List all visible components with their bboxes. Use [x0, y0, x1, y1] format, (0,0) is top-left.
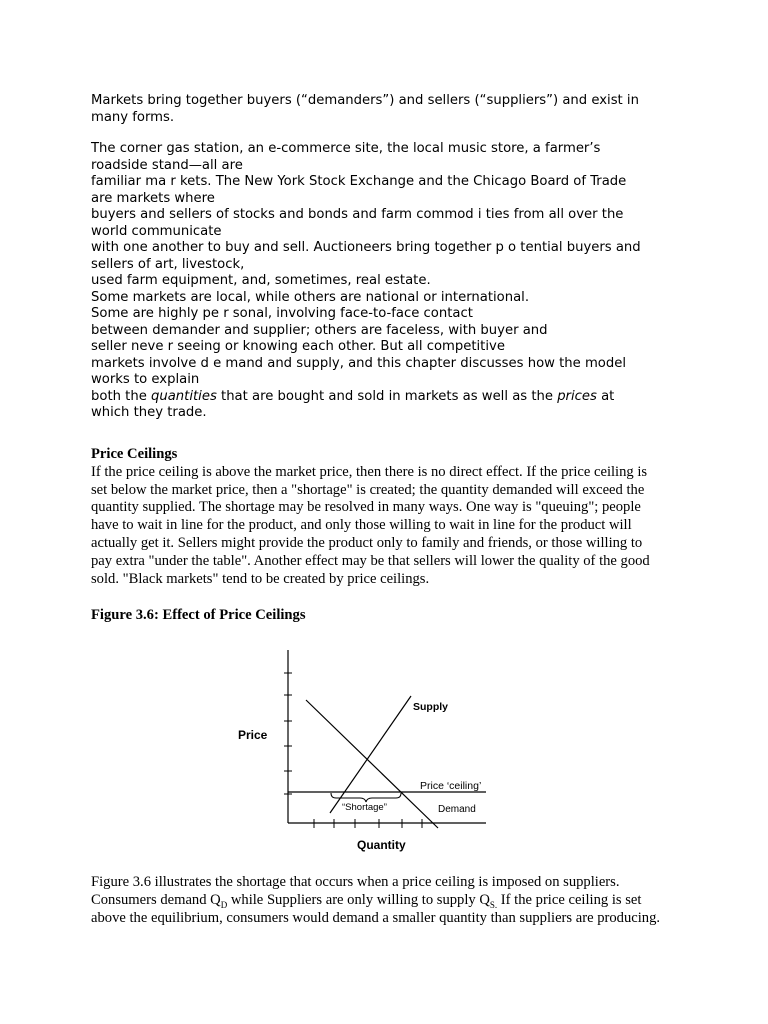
text-line: between demander and supplier; others are faceless, with buyer and	[91, 322, 548, 338]
text-line: Some markets are local, while others are national or international.	[91, 289, 530, 305]
emphasis-quantities: quantities	[151, 388, 217, 404]
text-segment: Consumers demand Q	[91, 891, 221, 908]
text-line: roadside stand—all are	[91, 157, 243, 173]
text-line: many forms.	[91, 109, 175, 125]
closing-paragraph	[91, 874, 711, 927]
text-line: used farm equipment, and, sometimes, real estate.	[91, 273, 431, 288]
text-line: which they trade.	[91, 405, 207, 420]
diagram-svg	[230, 642, 500, 857]
subscript-s: S.	[489, 899, 498, 910]
text-line: sold. "Black markets" tend to be created by price ceilings.	[91, 570, 430, 587]
text-line: world communicate	[91, 223, 222, 239]
supply-curve	[330, 696, 411, 813]
text-line: markets involve d e mand and supply, and this chapter discusses how the model	[91, 355, 627, 371]
text-line	[91, 892, 711, 910]
price-ceiling-label: Price ‘ceiling’	[420, 780, 482, 792]
text-segment: that are bought and sold in markets as well as the	[216, 388, 558, 404]
shortage-brace	[331, 793, 401, 802]
text-line: have to wait in line for the product, and only those willing to wait in line for the product will	[91, 517, 632, 534]
price-ceilings-section	[91, 446, 691, 588]
subscript-d: D	[220, 899, 228, 910]
text-line: buyers and sellers of stocks and bonds and farm commod i ties from all over the	[91, 207, 624, 222]
text-line: Some are highly pe r sonal, involving face-to-face contact	[91, 306, 473, 321]
price-ceiling-figure	[230, 642, 500, 857]
text-segment: If the price ceiling is set	[497, 891, 642, 908]
section-heading: Price Ceilings	[91, 446, 178, 462]
shortage-label: “Shortage”	[342, 802, 387, 813]
text-line: sellers of art, livestock,	[91, 256, 245, 272]
figure-caption: Figure 3.6: Effect of Price Ceilings	[91, 607, 306, 623]
text-line: above the equilibrium, consumers would demand a smaller quantity than suppliers are producing.	[91, 909, 661, 926]
text-line: works to explain	[91, 372, 200, 387]
text-line: quantity supplied. The shortage may be resolved in many ways. One way is "queuing"; people	[91, 499, 641, 516]
text-segment: both the	[91, 388, 151, 404]
supply-label: Supply	[413, 701, 449, 713]
text-line: Markets bring together buyers (“demanders”) and sellers (“suppliers”) and exist in	[91, 93, 639, 108]
demand-label: Demand	[438, 804, 476, 815]
text-segment: at	[596, 388, 615, 404]
text-line: actually get it. Sellers might provide the product only to family and friends, or those willing to	[91, 534, 643, 551]
text-line: The corner gas station, an e-commerce site, the local music store, a farmer’s	[91, 141, 601, 156]
y-axis-label: Price	[238, 728, 268, 742]
text-line: seller neve r seeing or knowing each other. But all competitive	[91, 339, 505, 354]
text-line: are markets where	[91, 190, 215, 206]
text-line: If the price ceiling is above the market price, then there is no direct effect. If the price ceiling is	[91, 463, 648, 480]
text-line: familiar ma r kets. The New York Stock Exchange and the Chicago Board of Trade	[91, 174, 627, 189]
x-axis-label: Quantity	[357, 838, 406, 852]
figure-caption-block	[91, 607, 691, 625]
text-line	[91, 389, 691, 406]
text-line: with one another to buy and sell. Auctioneers bring together p o tential buyers and	[91, 240, 641, 255]
text-line: Figure 3.6 illustrates the shortage that occurs when a price ceiling is imposed on suppliers.	[91, 874, 620, 890]
text-line: set below the market price, then a "shortage" is created; the quantity demanded will exceed the	[91, 481, 645, 498]
text-line: pay extra "under the table". Another effect may be that sellers will lower the quality of the good	[91, 552, 650, 569]
text-segment: while Suppliers are only willing to supply Q	[227, 891, 490, 908]
emphasis-prices: prices	[557, 388, 597, 404]
intro-paragraph-2	[91, 141, 691, 422]
intro-paragraph-1	[91, 93, 691, 126]
